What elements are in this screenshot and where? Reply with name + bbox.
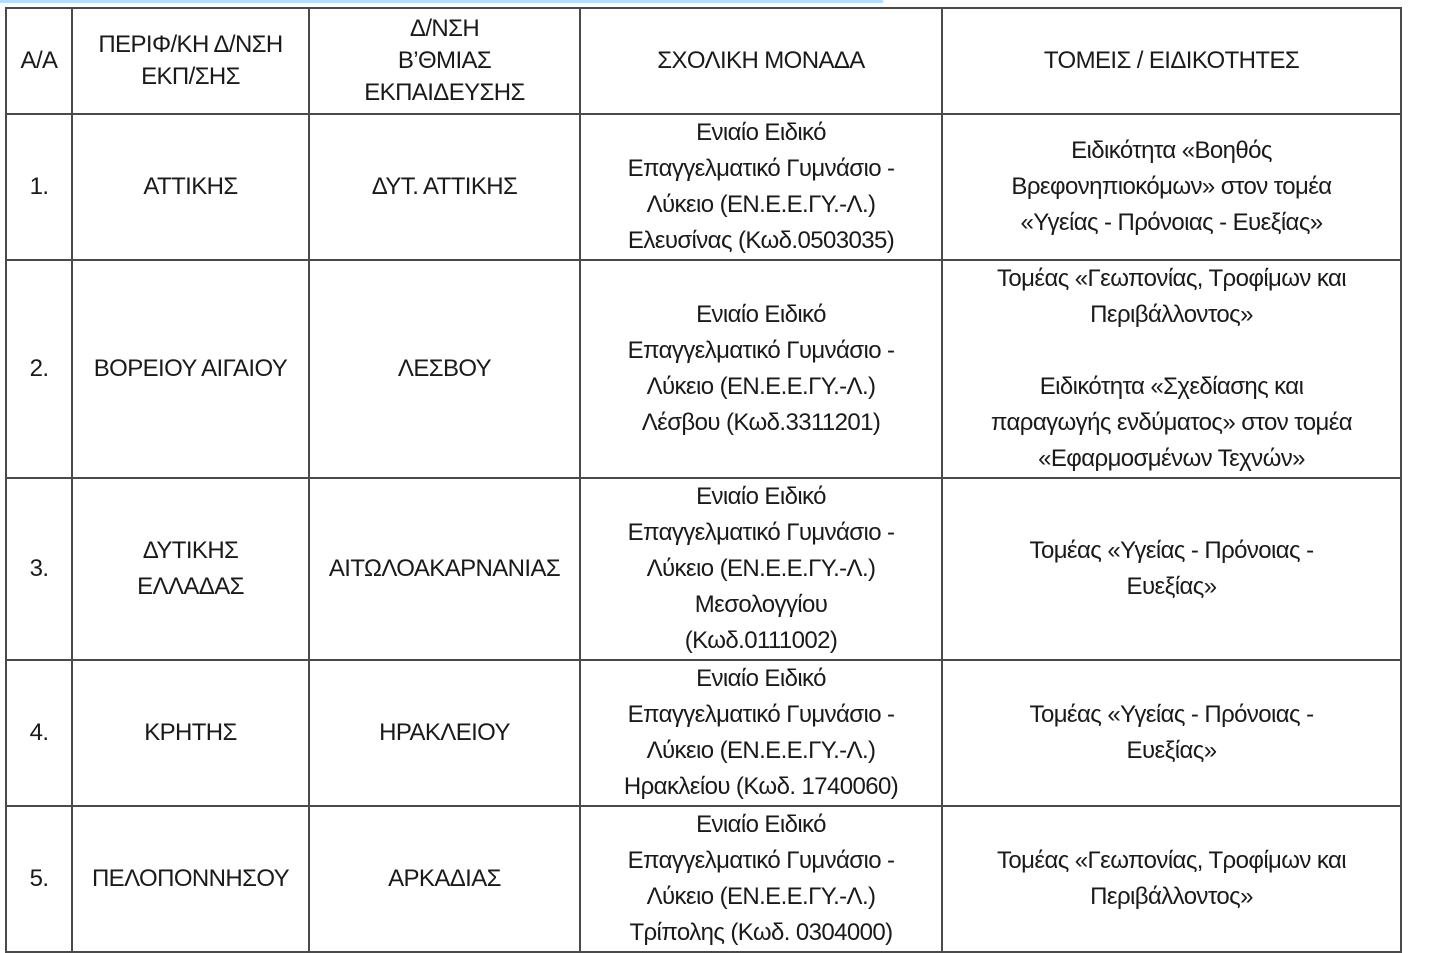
cell-school: Ενιαίο Ειδικό Επαγγελματικό Γυμνάσιο - Λύκειο (ΕΝ.Ε.Ε.ΓΥ.-Λ.) Τρίπολης (Κωδ. 0304000)	[580, 806, 942, 952]
cell-school: Ενιαίο Ειδικό Επαγγελματικό Γυμνάσιο - Λύκειο (ΕΝ.Ε.Ε.ΓΥ.-Λ.) Λέσβου (Κωδ.3311201)	[580, 260, 942, 478]
header-aa: Α/Α	[6, 8, 72, 114]
header-region: ΠΕΡΙΦ/ΚΗ Δ/ΝΣΗ ΕΚΠ/ΣΗΣ	[72, 8, 309, 114]
cell-region: ΔΥΤΙΚΗΣ ΕΛΛΑΔΑΣ	[72, 478, 309, 660]
table-row	[6, 660, 1401, 806]
cell-region: ΑΤΤΙΚΗΣ	[72, 114, 309, 260]
cell-aa: 5.	[6, 806, 72, 952]
cell-region: ΚΡΗΤΗΣ	[72, 660, 309, 806]
cell-school: Ενιαίο Ειδικό Επαγγελματικό Γυμνάσιο - Λύκειο (ΕΝ.Ε.Ε.ΓΥ.-Λ.) Μεσολογγίου (Κωδ.0111002)	[580, 478, 942, 660]
cell-sectors: Τομέας «Υγείας - Πρόνοιας - Ευεξίας»	[942, 660, 1401, 806]
cell-region: ΠΕΛΟΠΟΝΝΗΣΟΥ	[72, 806, 309, 952]
table-row	[6, 806, 1401, 952]
text-selection-highlight	[0, 0, 883, 3]
cell-directorate: ΑΡΚΑΔΙΑΣ	[309, 806, 580, 952]
cell-school: Ενιαίο Ειδικό Επαγγελματικό Γυμνάσιο - Λύκειο (ΕΝ.Ε.Ε.ΓΥ.-Λ.) Ηρακλείου (Κωδ. 1740060)	[580, 660, 942, 806]
cell-directorate: ΛΕΣΒΟΥ	[309, 260, 580, 478]
cell-school: Ενιαίο Ειδικό Επαγγελματικό Γυμνάσιο - Λύκειο (ΕΝ.Ε.Ε.ΓΥ.-Λ.) Ελευσίνας (Κωδ.0503035)	[580, 114, 942, 260]
cell-sectors: Τομέας «Γεωπονίας, Τροφίμων και Περιβάλλοντος» Ειδικότητα «Σχεδίασης και παραγωγής ενδύματος» στον τομέα «Εφαρμοσμένων Τεχνών»	[942, 260, 1401, 478]
cell-sectors: Τομέας «Υγείας - Πρόνοιας - Ευεξίας»	[942, 478, 1401, 660]
table-row	[6, 114, 1401, 260]
cell-region: ΒΟΡΕΙΟΥ ΑΙΓΑΙΟΥ	[72, 260, 309, 478]
table-row	[6, 478, 1401, 660]
cell-sectors: Ειδικότητα «Βοηθός Βρεφονηπιοκόμων» στον τομέα «Υγείας - Πρόνοιας - Ευεξίας»	[942, 114, 1401, 260]
cell-aa: 2.	[6, 260, 72, 478]
header-directorate: Δ/ΝΣΗ Β’ΘΜΙΑΣ ΕΚΠΑΙΔΕΥΣΗΣ	[309, 8, 580, 114]
header-school: ΣΧΟΛΙΚΗ ΜΟΝΑΔΑ	[580, 8, 942, 114]
cell-directorate: ΗΡΑΚΛΕΙΟΥ	[309, 660, 580, 806]
cell-aa: 1.	[6, 114, 72, 260]
header-sectors: ΤΟΜΕΙΣ / ΕΙΔΙΚΟΤΗΤΕΣ	[942, 8, 1401, 114]
cell-aa: 3.	[6, 478, 72, 660]
table-row	[6, 260, 1401, 478]
cell-directorate: ΔΥΤ. ΑΤΤΙΚΗΣ	[309, 114, 580, 260]
cell-sectors: Τομέας «Γεωπονίας, Τροφίμων και Περιβάλλοντος»	[942, 806, 1401, 952]
schools-table	[5, 7, 1402, 953]
cell-aa: 4.	[6, 660, 72, 806]
paragraph-gap	[947, 333, 1396, 369]
cell-directorate: ΑΙΤΩΛΟΑΚΑΡΝΑΝΙΑΣ	[309, 478, 580, 660]
header-row	[6, 8, 1401, 114]
